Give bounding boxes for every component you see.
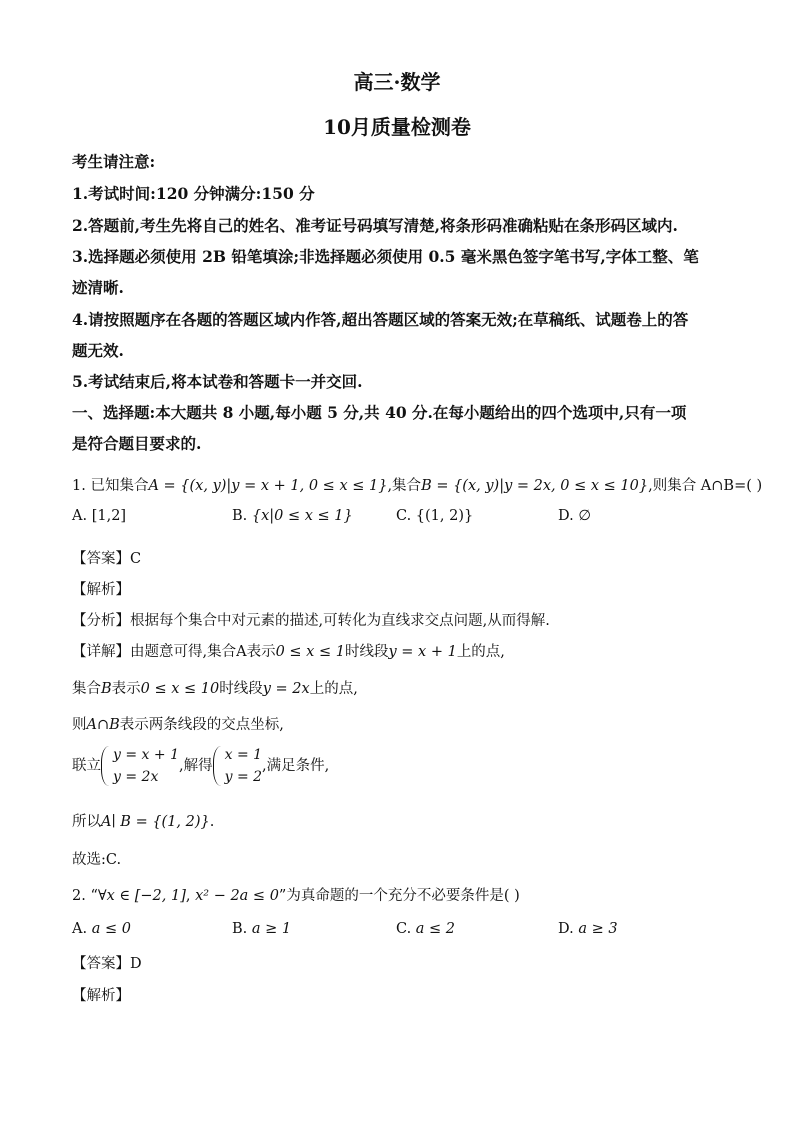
q1-set-b: B = {(x, y)|y = 2x, 0 ≤ x ≤ 10} <box>421 478 649 494</box>
q2-option-c[interactable] <box>396 921 455 937</box>
q1-option-a-value: [1,2] <box>91 508 127 524</box>
q1-d1-math-1: 0 ≤ x ≤ 1 <box>275 644 345 660</box>
q2-option-a[interactable] <box>72 921 131 937</box>
q1-detail-line-2 <box>72 677 732 698</box>
q1-d2-text-4: 上的点, <box>309 681 358 697</box>
q2-condition-2: x² − 2a ≤ 0 <box>195 888 279 904</box>
q1-conclusion: 故选:C. <box>72 852 122 868</box>
q2-condition-1: ∀x ∈ [−2, 1] <box>97 888 186 904</box>
q2-option-c-letter: C. <box>396 921 412 937</box>
q1-detail-line-4 <box>72 744 732 788</box>
q1-option-a-letter: A. <box>72 508 88 524</box>
q1-d5-text: 所以 <box>72 814 101 830</box>
q1-option-d-value: ∅ <box>578 508 591 524</box>
question-1-options <box>72 508 732 530</box>
sys1-row-1: y = x + 1 <box>113 747 179 763</box>
question-2-options <box>72 921 732 943</box>
q2-text-3: ”为真命题的一个充分不必要条件是( ) <box>278 888 520 904</box>
question-1-stem <box>72 474 763 495</box>
notice-item-4: 4.请按照题序在各题的答题区域内作答,超出答题区域的答案无效;在草稿纸、试题卷上的答 <box>72 310 689 329</box>
q1-detail-line-3 <box>72 713 732 734</box>
q1-option-c-value: {(1, 2)} <box>415 508 474 524</box>
q1-option-c-letter: C. <box>396 508 412 524</box>
equation-system-2 <box>213 744 262 788</box>
q1-text-2: ,集合 <box>387 478 422 494</box>
q1-analysis-label: 【解析】 <box>72 582 130 598</box>
q1-text-3: ,则集合 A∩B=( ) <box>648 478 763 494</box>
notice-item-1: 1.考试时间:120 分钟满分:150 分 <box>72 184 315 203</box>
notice-heading: 考生请注意: <box>72 152 156 171</box>
q1-d2-text-2: 表示 <box>111 681 141 697</box>
question-2-stem <box>72 884 732 905</box>
q1-option-a[interactable] <box>72 508 126 524</box>
q1-text-1: 1. 已知集合 <box>72 478 149 494</box>
q1-d2-math-3: y = 2x <box>262 681 310 697</box>
q1-option-b[interactable] <box>232 508 353 524</box>
sys1-row-2: y = 2x <box>113 769 159 785</box>
q2-text-2: , <box>185 888 196 904</box>
q1-d5-math: A∣ B = {(1, 2)} <box>101 814 210 830</box>
q2-option-a-value: a ≤ 0 <box>91 921 131 937</box>
q2-option-b-value: a ≥ 1 <box>251 921 292 937</box>
q1-d1-text-3: 上的点, <box>456 644 505 660</box>
q1-d3-math: A∩B <box>86 717 120 733</box>
notice-item-5: 5.考试结束后,将本试卷和答题卡一并交回. <box>72 372 363 391</box>
q1-d5-text-2: . <box>209 814 215 830</box>
q1-d4-text-3: ,满足条件, <box>262 758 330 774</box>
q2-option-d-value: a ≥ 3 <box>578 921 618 937</box>
q1-d4-text-2: ,解得 <box>178 758 213 774</box>
q1-d2-math-1: B <box>101 681 112 697</box>
q2-option-d[interactable] <box>558 921 618 937</box>
q1-d3-text-2: 表示两条线段的交点坐标, <box>119 717 284 733</box>
section-heading: 一、选择题:本大题共 8 小题,每小题 5 分,共 40 分.在每小题给出的四个选项中,只有一项 <box>72 403 687 422</box>
q1-d2-math-2: 0 ≤ x ≤ 10 <box>140 681 220 697</box>
q1-d1-text: 【详解】由题意可得,集合A表示 <box>72 644 276 660</box>
notice-item-4-cont: 题无效. <box>72 341 124 360</box>
q1-d1-math-2: y = x + 1 <box>388 644 457 660</box>
q1-option-c[interactable] <box>396 508 473 524</box>
q2-answer: 【答案】D <box>72 956 142 972</box>
q1-d1-text-2: 时线段 <box>344 644 389 660</box>
notice-item-3-cont: 迹清晰. <box>72 278 124 297</box>
notice-item-3: 3.选择题必须使用 2B 铅笔填涂;非选择题必须使用 0.5 毫米黑色签字笔书写,字体工整、笔 <box>72 247 699 266</box>
q2-option-b[interactable] <box>232 921 291 937</box>
section-heading-cont: 是符合题目要求的. <box>72 434 202 453</box>
q1-detail-line-1 <box>72 640 732 661</box>
q1-option-b-letter: B. <box>232 508 248 524</box>
sys2-row-1: x = 1 <box>224 747 263 763</box>
q1-fenxi: 【分析】根据每个集合中对元素的描述,可转化为直线求交点问题,从而得解. <box>72 613 550 629</box>
q2-option-d-letter: D. <box>558 921 574 937</box>
q2-option-a-letter: A. <box>72 921 88 937</box>
q1-d2-text-3: 时线段 <box>219 681 263 697</box>
q1-option-d[interactable] <box>558 508 591 524</box>
q1-option-d-letter: D. <box>558 508 574 524</box>
q1-option-b-value: {x|0 ≤ x ≤ 1} <box>251 508 353 524</box>
sys2-row-2: y = 2 <box>224 769 263 785</box>
q2-analysis-label: 【解析】 <box>72 988 130 1004</box>
document-title: 高三·数学 <box>353 70 441 94</box>
q2-option-b-letter: B. <box>232 921 248 937</box>
equation-system-1 <box>101 744 179 788</box>
q2-option-c-value: a ≤ 2 <box>415 921 456 937</box>
q1-answer: 【答案】C <box>72 551 142 567</box>
q1-d4-text: 联立 <box>72 758 101 774</box>
notice-item-2: 2.答题前,考生先将自己的姓名、准考证号码填写清楚,将条形码准确粘贴在条形码区域内. <box>72 216 678 235</box>
q1-detail-line-5 <box>72 810 732 831</box>
q1-d3-text: 则 <box>72 717 87 733</box>
document-subtitle: 10月质量检测卷 <box>323 115 471 139</box>
q1-set-a: A = {(x, y)|y = x + 1, 0 ≤ x ≤ 1} <box>148 478 388 494</box>
q2-text-1: 2. “ <box>72 888 98 904</box>
q1-d2-text: 集合 <box>72 681 101 697</box>
